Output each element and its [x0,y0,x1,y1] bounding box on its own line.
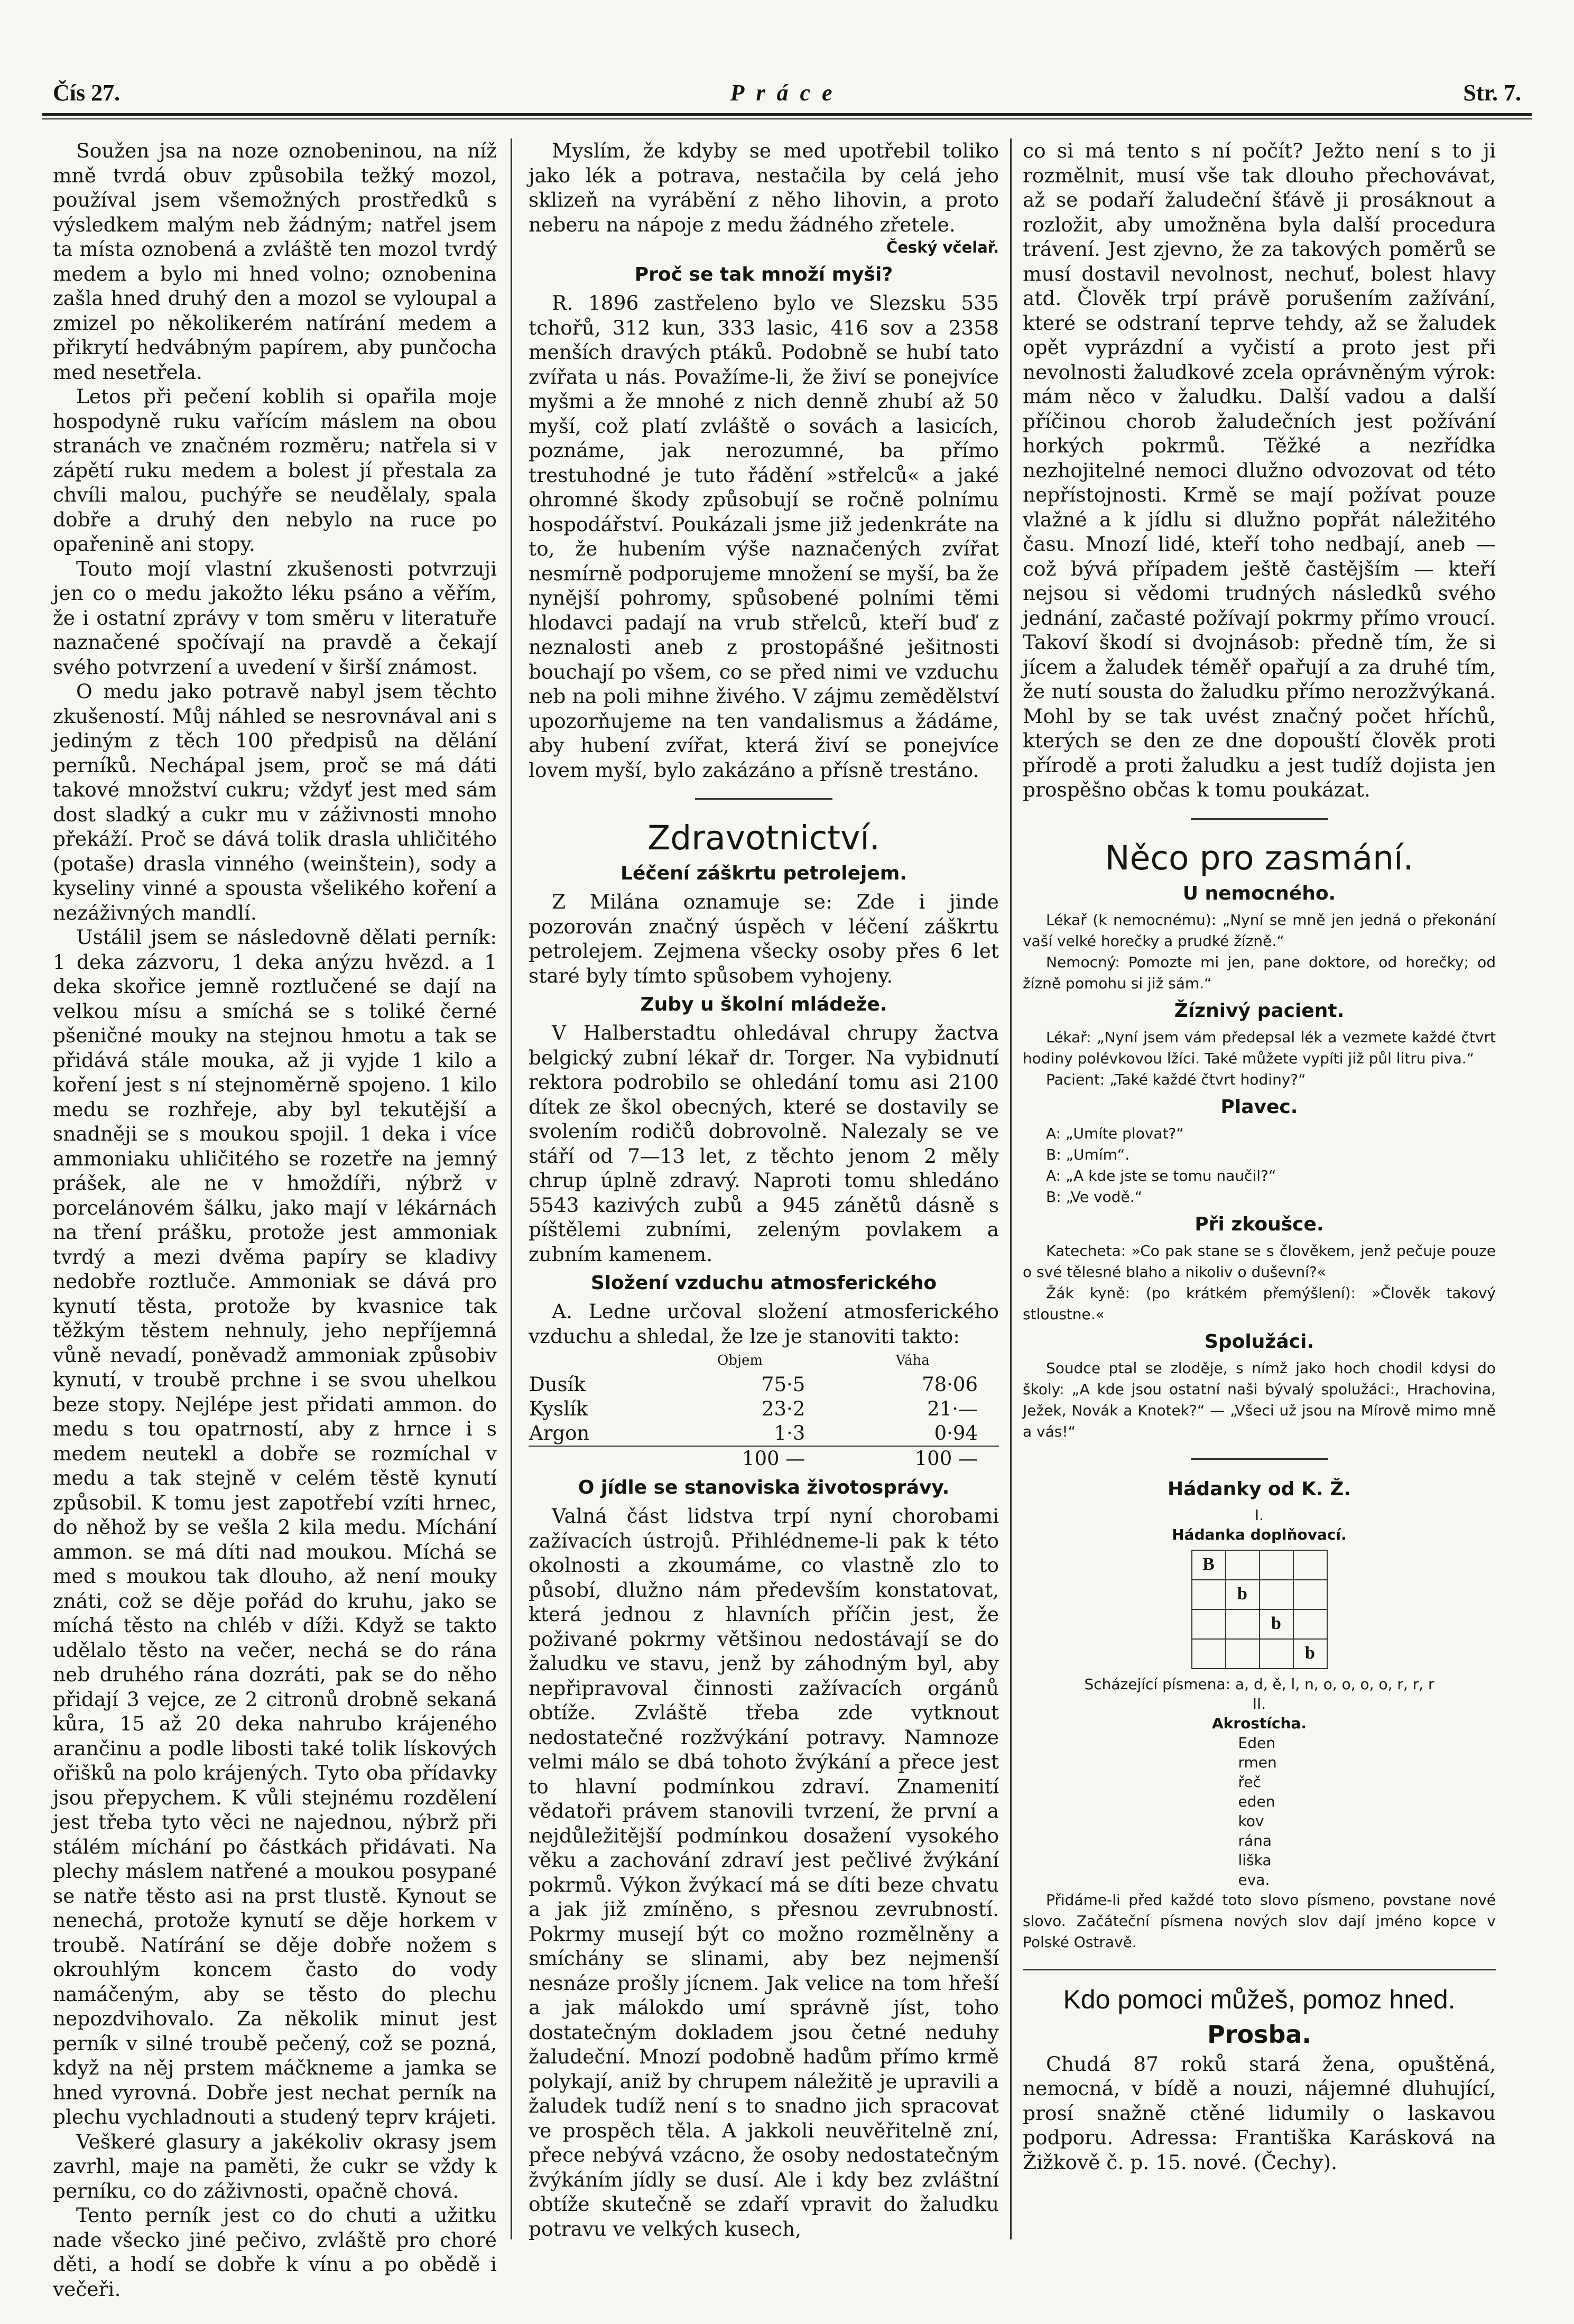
paragraph: Touto mojí vlastní zkušenosti potvrzuji jen co o medu jakožto léku psáno a věřím, že i ostatní zprávy v tom směru v literatuře naznačené spočívají na pravdě a čekají svého potvrzení a uvedení v širší známost. [53,557,497,679]
paragraph: V Halberstadtu ohledával chrupy žactva belgický zubní lékař dr. Torger. Na vybidnutí rektora podrobilo se ohledání tomu asi 2100 dítek ze škol obecných, které se dostavily se svolením rodičů dobrovolně. Nalezaly se ve stáří od 7—13 let, z těchto jenom 2 měly chrup úplně zdravý. Naproti tomu shledáno 5543 kazivých zubů a 945 zánětů dásně s píštělemi zubními, zeleným povlakem a zubním kamenem. [529,1021,999,1266]
joke-title: Žíznivý pacient. [1174,999,1345,1022]
article-title: Léčení záškrtu petrolejem. [621,863,907,884]
newspaper-title: Práce [730,80,844,106]
section-title: Zdravotnictví. [647,819,880,857]
page-number: Str. 7. [1463,80,1521,106]
joke: Lékař (k nemocnému): „Nyní se mně jen jedná o překonání vaší velké horečky a prudké žízně.“ Nemocný: Pomozte mi jen, pane doktore, od horečky; od žízně pomohu si již sám.“ [1023,911,1496,992]
riddle-number: I. [1254,1506,1264,1524]
table-row: Argon 1·3 0·94 [529,1422,978,1445]
grid-cell: b [1226,1580,1260,1609]
joke: Katecheta: »Co pak stane se s člověkem, jenž pečuje pouze o své tělesné blaho a nikoliv o duševní?« Žák kyně: (po krátkém přemýšlení): »Člověk takový stloustne.« [1023,1242,1496,1323]
joke: Soudce ptal se zloděje, s nímž jako hoch chodil kdysi do školy: „A kde jsou ostatní naši bývalý spolužáci:, Hrachovina, Ježek, Novák a Knotek?“ — „Všeci už jsou na Mírově mimo mně a vás!“ [1023,1359,1496,1440]
riddle-title: Akrostícha. [1211,1714,1307,1732]
article-title: O jídle se stanoviska životosprávy. [578,1477,950,1498]
paragraph: Ustálil jsem se následovně dělati perník: 1 deka zázvoru, 1 deka anýzu hvězd. a 1 deka skořice jemně roztlučené se dají na velkou mísu a smíchá se s toliké černé pšeničné mouky na stejnou hmotu a tak se přidává stále mouka, až ji vyjde 1 kilo a koření jest s ní stejnoměrně spojeno. 1 kilo medu se rozhřeje, aby byl tekutější a snadněji se s moukou spojil. 1 deka i více ammoniaku uhličitého se rozetře na jemný prášek, ale ne v hmoždíři, nýbrž v porcelánovém šálku, jako mají v lékárnách na tření prášku, protože jest ammoniak tvrdý a mezi dvěma papíry se kladivy nedobře roztluče. Ammoniak se dává pro kynutí těsta, protože by kvasnice tak těžkým těstem nehnuly, jeho nepříjemná vůně nevadí, poněvadž ammoniak způsobiv kynutí, v troubě prchne i se svou uhelkou beze stopy. Nejlépe jest přidati ammon. do medu s tou opatrností, aby z hrnce i s medem neutekl a dobře se rozmíchal v medu a tak stejně v celém těstě kynutí způsobil. K tomu jest zapotřebí vzíti hrnec, do něhož by se vešla 2 kila medu. Míchání ammon. se má díti nad moukou. Míchá se med s moukou tak dlouho, až není mouky znáti, což se děje pořád do kruhu, jako se míchá těsto na chléb v díži. Když se takto udělalo těsto na večer, nechá se do rána neb druhého rána dozráti, pak se do něho přidají 3 vejce, ze 2 citronů drobně sekaná kůra, 15 až 20 deka nahrubo krájeného arančinu a podle libosti také tolik lískových ořišků na polo krájených. Tyto oba přídavky jsou přepychem. K vůli stejnému rozdělení jest třeba tyto věci ne najednou, nýbrž při stálém míchání po částkách přidávati. Na plechy máslem natřené a moukou posypané se natře těsto asi na prst tlustě. Kynout se nenechá, protože kynutí se děje horkem v troubě. Natírání se děje dobře nožem s okrouhlým koncem často do vody namáčeným, aby se těsto do plechu nepozdvihovalo. Za několik minut jest perník v silné troubě pečený, což se pozná, když na něj prstem máčkneme a jamka se hned vyrovná. Dobře jest nechat perník na plechu vychladnouti a studený teprv krájeti. [53,925,497,2128]
paragraph: Letos při pečení koblih si opařila moje hospodyně ruku vařícím máslem na obou stranách ve značném rozměru; natřela si v zápětí ruku medem a bolest jí přestala za chvíli malou, puchýře se neudělaly, spala dobře a druhý den nebylo na ruce po opařenině ani stopy. [53,385,497,555]
grid-cell: B [1192,1550,1226,1580]
table-row: Kyslík 23·2 21·— [529,1397,978,1420]
section-divider [1191,818,1328,820]
paragraph: A. Ledne určoval složení atmosferického vzduchu a shledal, že lze je stanoviti takto: [529,1300,999,1348]
table-total-row: 100 — 100 — [529,1446,999,1471]
paragraph: Veškeré glasury a jakékoliv okrasy jsem zavrhl, maje na paměti, že cukr se vždy k perníku, co do záživnosti, opačně chová. [53,2129,497,2202]
table-row: Dusík 75·5 78·06 [529,1373,978,1396]
joke: Lékař: „Nyní jsem vám předepsal lék a vezmete každé čtvrt hodiny polévkovou lžíci. Také můžete vypíti již půl litru piva.“ Pacient: „Také každé čtvrt hodiny?“ [1023,1028,1496,1088]
paragraph: Myslím, že kdyby se med upotřebil toliko jako lék a potrava, nestačila by celá jeho sklizeň na vyrábění z něho lihovin, a proto neberu na nápoje z medu žádného zřetele. [529,139,999,236]
paragraph: Soužen jsa na noze oznobeninou, na níž mně tvrdá obuv způsobila težký mozol, používal jsem všemožných prostředků s výsledkem malým neb žádným; natřel jsem ta místa oznobená a zvláště ten mozol tvrdý medem a bylo mi hned volno; oznobenina zašla hned druhý den a mozol se vyloupal a zmizel po několikerém natírání medem a přikrytí hedvábným papírem, aby punčocha med nesetřela. [53,139,497,384]
acrostic-word: rmen [1238,1753,1277,1771]
joke-title: U nemocného. [1182,882,1336,904]
section-title: Něco pro zasmání. [1105,838,1414,877]
paragraph: R. 1896 zastřeleno bylo ve Slezsku 535 tchořů, 312 kun, 333 lasic, 416 sov a 2358 menších dravých ptáků. Podobně se hubí tato zvířata u nás. Považíme-li, že živí se ponejvíce myšmi a že mnohé z nich denně zhubí až 50 myší, což platí zvláště o sovách a lasicích, poznáme, jak nerozumné, ba přímo trestuhodné je tuto řádění »střelců« a jaké ohromné škody způsobují se ročně polnímu hospodářství. Poukázali jsme již jedenkráte na to, že hubením výše naznačených zvířat nesmírně podporujeme množení se myší, ba že nynější pohromy, spůsobené polními těmi hlodavci padají na vrub střelců, kteří buď z neznalosti aneb z prostopášné ješitnosti bouchají po všem, co se před nimi ve vzduchu neb na poli mihne živého. V zájmu zemědělství upozorňujeme na ten vandalismus a žádáme, aby hubení zvířat, která živí se ponejvíce lovem myší, bylo zakázáno a přísně trestáno. [529,291,999,782]
air-composition-table [529,1348,999,1471]
appeal-heading: Kdo pomoci můžeš, pomoz hned. [1063,1984,1456,2014]
riddle-number: II. [1252,1695,1266,1712]
article-title: Zuby u školní mládeže. [640,994,887,1015]
acrostic-word: Eden [1238,1734,1275,1752]
section-divider [1023,1969,1496,1970]
riddle-instructions: Přidáme-li před každé toto slovo písmeno, povstane nové slovo. Začáteční písmena nových slov dají jméno kopce v Polské Ostravě. [1023,1891,1496,1951]
column-1 [53,138,497,2301]
header-rule [42,113,1532,116]
column-3 [1023,138,1496,2287]
article-title: Proč se tak množí myši? [634,264,893,285]
joke: A: „Umíte plovat?“ B: „Umím“. A: „A kde jste se tomu naučil?“ B: „Ve vodě.“ [1046,1124,1276,1206]
column-divider [511,138,512,2239]
column-divider [1010,138,1012,2239]
paragraph: Z Milána oznamuje se: Zde i jinde pozorován značný úspěch v léčení záškrtu petrolejem. Zejmena všecky osoby přes 6 let staré byly tímto spůsobem vyhojeny. [529,890,999,987]
paragraph: Tento perník jest co do chuti a užitku nade všecko jiné pečivo, zvláště pro choré děti, a hodí se dobře k vínu a po obědě i večeři. [53,2203,497,2301]
paragraph: Chudá 87 roků stará žena, opuštěná, nemocná, v bídě a nouzi, nájemné dluhující, prosí snažně ctěné lidumily o laskavou podporu. Adressa: Františka Karásková na Žižkově č. p. 15. nové. (Čechy). [1023,2052,1496,2174]
joke-title: Spolužáci. [1205,1330,1314,1353]
grid-cell: b [1260,1609,1293,1639]
riddles-title: Hádanky od K. Ž. [1168,1478,1351,1500]
column-2 [529,138,999,2287]
riddle-grid [1191,1550,1328,1669]
acrostic-words [1023,1733,1496,1890]
grid-cell: b [1293,1639,1327,1669]
joke-title: Plavec. [1220,1096,1298,1118]
page-header [42,79,1532,116]
paragraph: O medu jako potravě nabyl jsem těchto zkušeností. Můj náhled se nesrovnával ani s jediným z těch 100 předpisů na dělání perníků. Nechápal jsem, proč se má dáti takové množství cukru; vždyť jest med sám dost sladký a cukr mu v záživnosti mnoho překáží. Proč se dává tolik drasla uhličitého (potaše) drasla vinného (weinštein), sody a kyseliny vinné a spousta všelikého koření a nezáživných mandlí. [53,680,497,924]
acrostic-word: eva. [1238,1871,1270,1888]
plea-title: Prosba. [1207,2020,1311,2049]
table-header: Objem [717,1353,763,1368]
section-divider [1191,1458,1328,1460]
acrostic-word: eden [1238,1792,1275,1810]
article-title: Složení vzduchu atmosferického [590,1272,937,1294]
paragraph: Valná část lidstva trpí nyní chorobami zažívacích ústrojů. Přihlédneme-li pak k této okolnosti a zkoumáme, co vlastně zlo to působí, dlužno nám především konstatovat, která jednou z hlavních příčin jest, že poživané pokrmy většinou nedostávají se do žaludku ve stavu, jenž by záhodným byl, aby nepřipravoval činnosti zažívacích orgánů obtíže. Zvláště třeba zde vytknout nedostatečné rozžvýkání potravy. Namnoze velmi málo se dbá tohoto žvýkání a přece jest to hlavní podmínkou zdraví. Znamenití vědatoři právem stanovili tvrzení, že první a nejdůležitější podmínkou dosažení vysokého věku a zachování zdraví jest pečlivé žvýkání pokrmů. Výkon žvýkací má se díti beze chvatu a jak již zmíněno, s přesnou zevrubností. Pokrmy musejí být co možno rozmělněny a smíchány se slinami, aby bez nejmenší nesnáze prošly jícnem. Jak velice na tom hřeší a jak málokdo umí správně jíst, toho dostatečným dokladem jsou četné neduhy žaludeční. Mnozí podobně hadům přímo krmě polykají, aniž by chrupem náležitě je upravili a žaludek tudíž není s to snadno jich spracovat ve prospěch těla. A jakkoli neuvěřitelně zní, přece nebývá vzácno, že osoby nedostatečným žvýkáním jídly se dusí. Ale i kdy bez zvláštní obtíže skutečně se zdaří vpravit do žaludku potravu ve velkých kusech, [529,1504,999,2240]
riddle-title: Hádanka doplňovací. [1172,1525,1347,1543]
acrostic-word: kov [1238,1812,1264,1830]
table-header: Váha [895,1353,930,1368]
section-divider [695,798,832,800]
issue-number: Čís 27. [53,80,121,106]
acrostic-word: řeč [1238,1773,1262,1791]
acrostic-word: rána [1238,1831,1272,1849]
paragraph: co si má tento s ní počít? Ježto není s to ji rozmělnit, musí vše tak dlouho přechovávat, až se podaří žaludeční šťávě ji prosáknout a rozložit, aby umožněna byla další procedura trávení. Jest zjevno, že za takových poměrů se musí dostavil nevolnost, nechuť, bolest hlavy atd. Člověk trpí právě porušením zažívání, které se odstraní teprve tehdy, až se žaludek opět vyprázdní a vyčistí a proto jest při nevolnosti žaludkové zcela oprávněným výrok: mám něco v žaludku. Další vadou a další příčinou chorob žaludečních jest požívání horkých pokrmů. Těžké a nezřídka nezhojitelné nemoci dlužno odvozovat od této nepřístojnosti. Krmě se mají požívat pouze vlažné a k jídlu si dlužno popřát náležitého času. Mnozí lidé, kteří toho nedbají, aneb — což bývá případem ještě častějším — kteří nejsou si vědomi trudných následků svého jednání, začasté požívají pokrmy přímo vroucí. Takoví škodí si dvojnásob: předně tím, že si jícem a žaludek téměř opařují a za druhé tím, že nutí sousta do žaludku přímo nerozžvýkaná. Mohl by se tak uvést značný počet hříchů, kterých se den ze dne dopouští člověk proti přírodě a proti žaludku a jest tudíž dojista jen prospěšno občas k tomu poukázat. [1023,139,1496,801]
acrostic-word: liška [1238,1851,1272,1869]
signature: Český včelař. [886,238,999,256]
joke-title: Při zkoušce. [1195,1213,1324,1235]
header-rule-thin [42,118,1532,119]
riddle-letters: Scházející písmena: a, d, ě, l, n, o, o, o, o, r, r, r [1084,1675,1434,1693]
table-header [529,1348,654,1373]
